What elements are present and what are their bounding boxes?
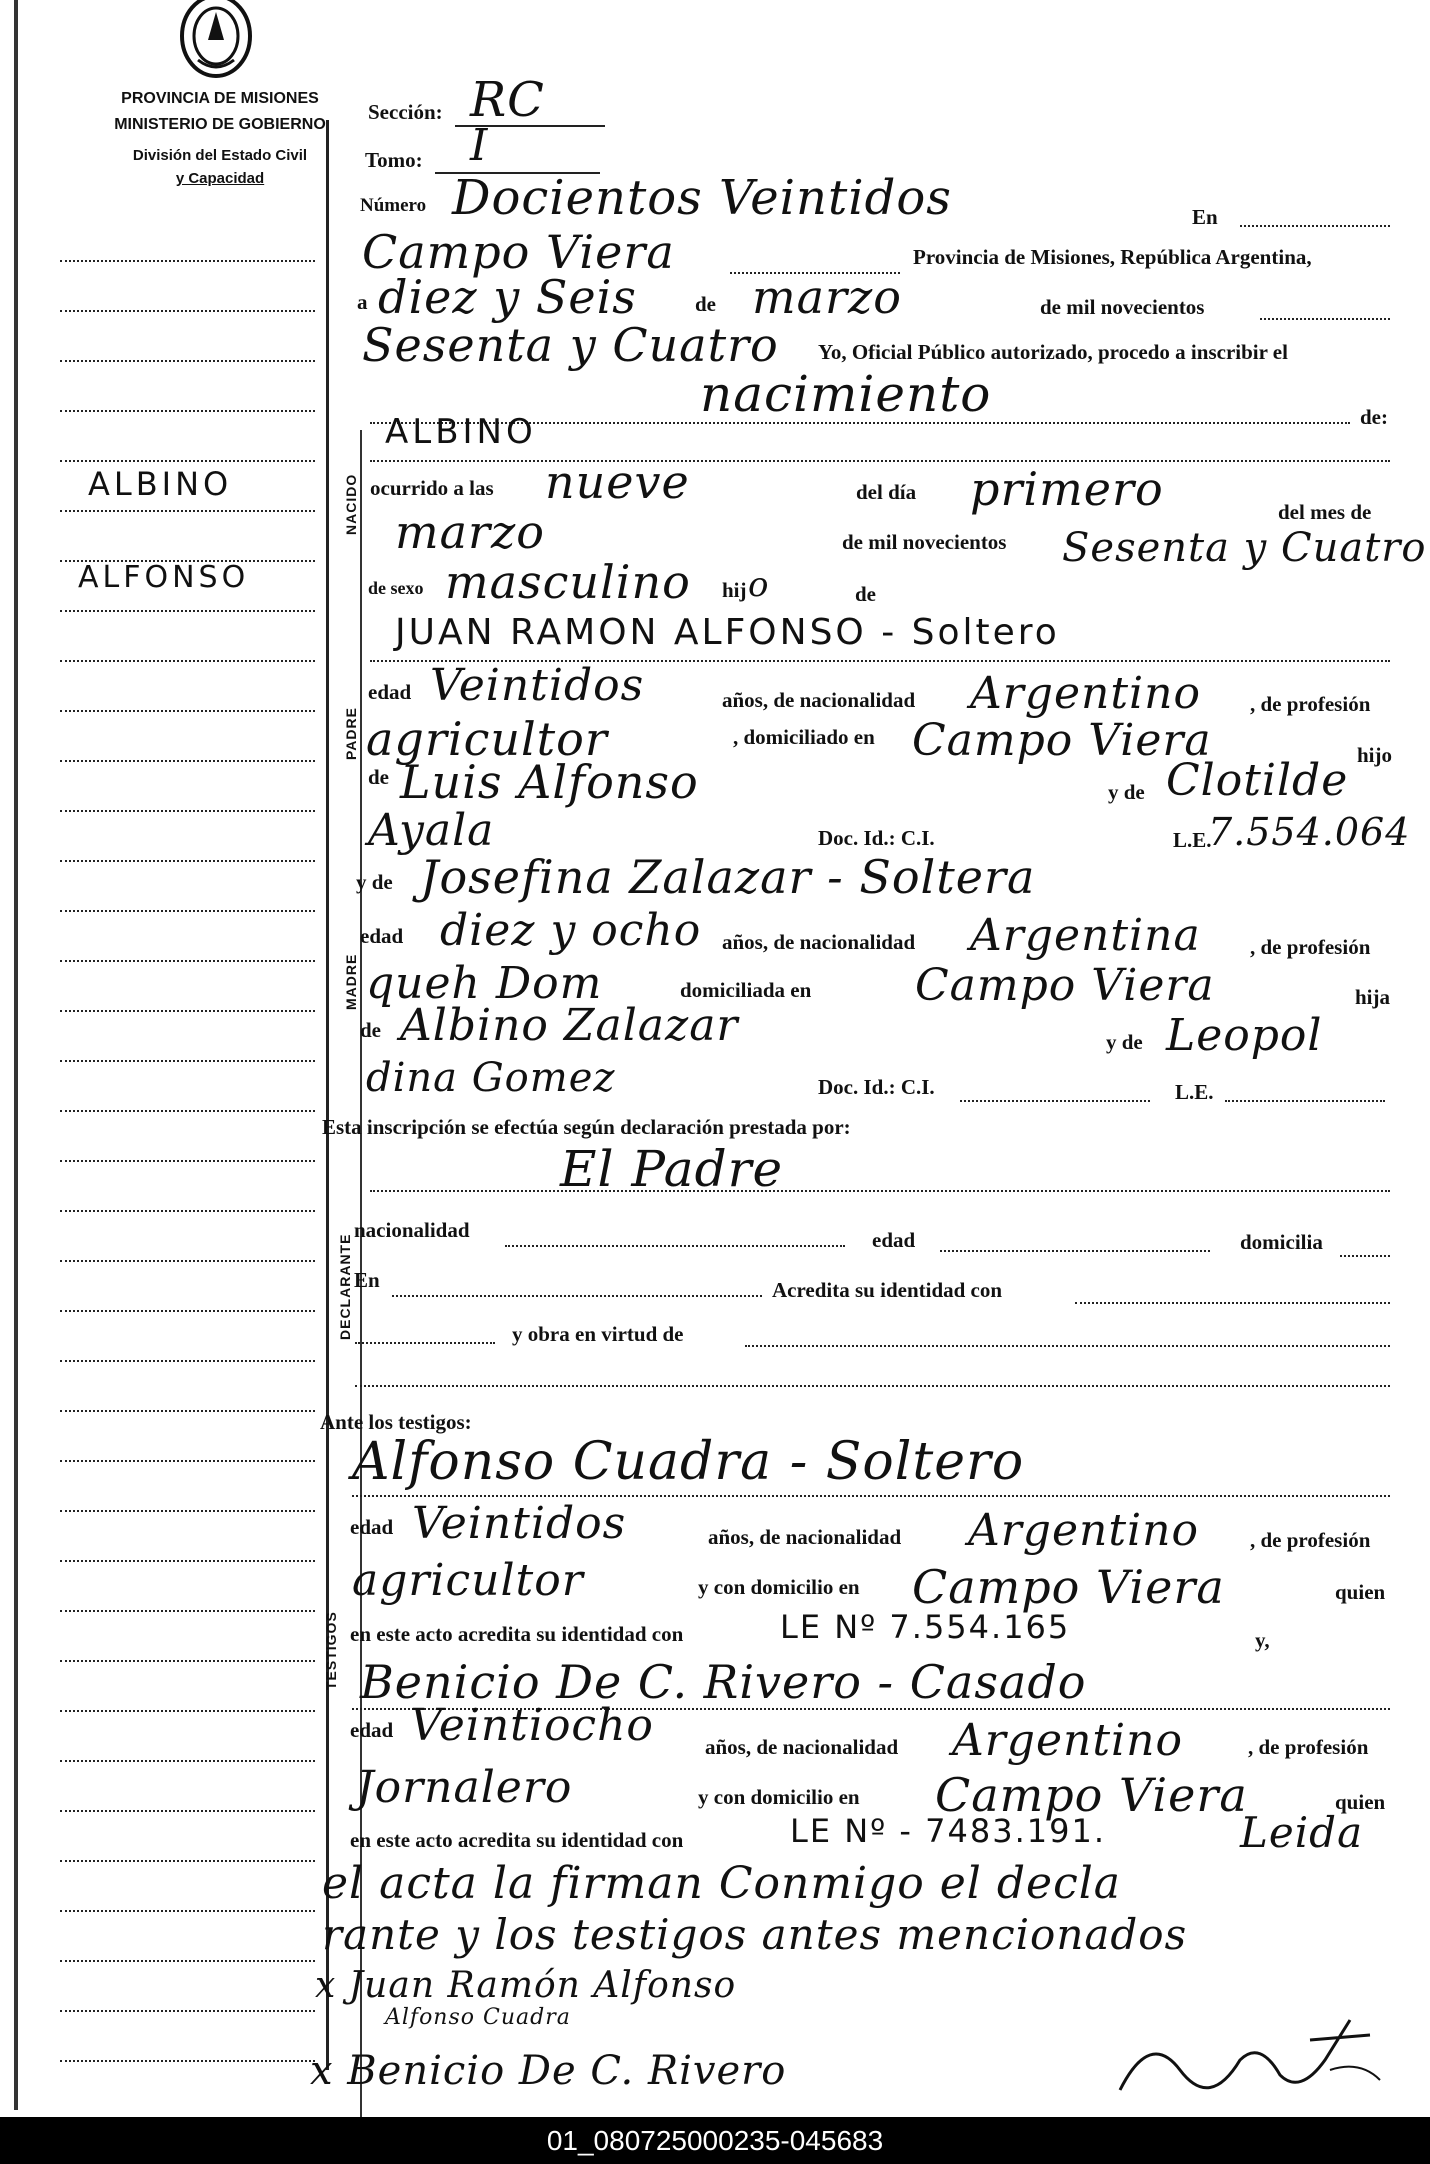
label-de-mes: de (695, 292, 716, 316)
side-label-padre: PADRE (343, 707, 359, 760)
value-numero: Docientos Veintidos (452, 170, 952, 226)
padre-padre: Luis Alfonso (400, 755, 699, 809)
testigo2-domicilio: Campo Viera (935, 1768, 1248, 1822)
label-ocurrido: ocurrido a las (370, 476, 494, 500)
value-seccion: RC (470, 72, 545, 128)
label-hijo: hijo (1357, 743, 1393, 767)
label-yo-oficial: Yo, Oficial Público autorizado, procedo a inscribir el (818, 340, 1288, 364)
label-madre-doc: Doc. Id.: C.I. (818, 1075, 935, 1099)
margin-note-first-name: ALBINO (88, 465, 233, 503)
margin-line (60, 1110, 315, 1112)
testigo1-nombre: Alfonso Cuadra - Soltero (352, 1432, 1025, 1492)
label-padre-y-de: y de (1108, 780, 1145, 804)
rule (392, 1295, 762, 1297)
margin-line (60, 860, 315, 862)
label-acredita: Acredita su identidad con (772, 1278, 1003, 1302)
label-t2-acto: en este acto acredita su identidad con (350, 1828, 684, 1852)
label-hij: hij (722, 578, 747, 602)
value-tomo: I (470, 120, 489, 171)
margin-line (60, 1010, 315, 1012)
margin-line (60, 1760, 315, 1762)
label-padre-prof: , de profesión (1250, 692, 1371, 716)
label-ante-testigos: Ante los testigos: (320, 1410, 472, 1434)
margin-line (60, 1360, 315, 1362)
padre-nombre: JUAN RAMON ALFONSO - Soltero (395, 612, 1060, 653)
label-provincia: Provincia de Misiones, República Argentina, (913, 245, 1312, 269)
value-mes: marzo (752, 270, 902, 324)
label-de-padre: de (855, 582, 876, 606)
rule (745, 1345, 1390, 1347)
label-t1-prof: , de profesión (1250, 1528, 1371, 1552)
declarante-nombre: El Padre (560, 1140, 784, 1198)
padre-madre-1: Clotilde (1166, 755, 1349, 806)
margin-line (60, 1610, 315, 1612)
value-dia-nac: primero (970, 462, 1164, 516)
label-t1-acto: en este acto acredita su identidad con (350, 1622, 684, 1646)
margin-line (60, 1710, 315, 1712)
testigo1-nacionalidad: Argentino (968, 1505, 1199, 1556)
madre-madre-1: Leopol (1166, 1010, 1323, 1061)
testigo1-doc: LE Nº 7.554.165 (780, 1608, 1071, 1646)
madre-padre: Albino Zalazar (400, 1000, 739, 1051)
label-del-mes-de: del mes de (1278, 500, 1372, 524)
rule (370, 1190, 1390, 1192)
label-nacionalidad: nacionalidad (354, 1218, 470, 1242)
rule (1260, 318, 1390, 320)
label-madre-le: L.E. (1175, 1080, 1214, 1104)
file-id-footer: 01_080725000235-045683 (0, 2117, 1430, 2164)
rule (1225, 1100, 1385, 1102)
label-t1-edad: edad (350, 1515, 394, 1539)
value-nombre: ALBINO (385, 412, 537, 452)
side-label-nacido: NACIDO (343, 473, 359, 535)
value-mes-nac: marzo (395, 505, 545, 559)
label-en-decl: En (354, 1268, 380, 1292)
left-column-border (326, 120, 329, 2070)
label-numero: Número (360, 195, 427, 216)
testigo2-nacionalidad: Argentino (952, 1715, 1183, 1766)
value-anio-nac: Sesenta y Cuatro (1062, 525, 1427, 571)
label-t2-quien: quien (1335, 1790, 1386, 1814)
margin-line (60, 2010, 315, 2012)
margin-line (60, 1810, 315, 1812)
label-padre-de: de (368, 765, 389, 789)
margin-line (60, 1160, 315, 1162)
rule (352, 1495, 1390, 1497)
side-label-testigos: TESTIGOS (323, 1611, 339, 1690)
label-obra: y obra en virtud de (512, 1322, 684, 1346)
signature-testigo1: Alfonso Cuadra (385, 2005, 571, 2030)
margin-line (60, 1910, 315, 1912)
label-de-sexo: de sexo (368, 578, 424, 598)
value-anio: Sesenta y Cuatro (362, 318, 779, 372)
coat-of-arms-emblem (178, 0, 254, 85)
margin-line (60, 1060, 315, 1062)
side-label-declarante: DECLARANTE (337, 1233, 353, 1340)
margin-line (60, 2060, 315, 2062)
value-dia: diez y Seis (378, 270, 637, 324)
value-sexo: masculino (445, 555, 691, 609)
testigo1-profesion: agricultor (352, 1555, 584, 1606)
rule (370, 460, 1390, 462)
rule (960, 1100, 1150, 1102)
document-left-edge (14, 0, 18, 2110)
label-de-colon: de: (1360, 405, 1388, 429)
margin-line (60, 1860, 315, 1862)
margin-line (60, 810, 315, 812)
label-madre-prof: , de profesión (1250, 935, 1371, 959)
label-t2-dom: y con domicilio en (698, 1785, 860, 1809)
label-madre-nac: años, de nacionalidad (722, 930, 916, 954)
testigo2-profesion: Jornalero (356, 1762, 573, 1813)
margin-line (60, 1410, 315, 1412)
testigo1-domicilio: Campo Viera (912, 1560, 1225, 1614)
madre-nombre: Josefina Zalazar - Soltera (420, 850, 1036, 904)
label-padre-le: L.E. (1173, 828, 1212, 852)
margin-line (60, 910, 315, 912)
label-t1-nac: años, de nacionalidad (708, 1525, 902, 1549)
margin-line (60, 1660, 315, 1662)
label-t2-prof: , de profesión (1248, 1735, 1369, 1759)
margin-line (60, 1260, 315, 1262)
label-padre-doc: Doc. Id.: C.I. (818, 826, 935, 850)
label-t1-y: y, (1255, 1628, 1270, 1652)
header-province: PROVINCIA DE MISIONES (121, 90, 319, 107)
madre-madre-2: dina Gomez (366, 1055, 616, 1101)
margin-line (60, 1460, 315, 1462)
rule (1240, 225, 1390, 227)
closing-line2: el acta la firman Conmigo el decla (322, 1858, 1122, 1909)
closing-line1: Leida (1240, 1808, 1364, 1857)
margin-line (60, 760, 315, 762)
label-seccion: Sección: (368, 100, 443, 124)
label-de-mil-nov: de mil novecientos (842, 530, 1007, 554)
madre-edad: diez y ocho (440, 905, 702, 956)
label-de-mil: de mil novecientos (1040, 295, 1205, 319)
margin-line (60, 460, 315, 462)
label-en: En (1192, 205, 1218, 229)
margin-line (60, 1210, 315, 1212)
margin-line (60, 1310, 315, 1312)
label-padre-edad: edad (368, 680, 412, 704)
label-madre-edad: edad (360, 924, 404, 948)
margin-line (60, 1560, 315, 1562)
madre-nacionalidad: Argentina (970, 910, 1201, 961)
label-domicilia: domicilia (1240, 1230, 1323, 1254)
margin-line (60, 360, 315, 362)
rule (1075, 1302, 1390, 1304)
padre-nacionalidad: Argentino (970, 668, 1201, 719)
value-hora: nueve (545, 455, 690, 509)
label-madre-y-de: y de (356, 870, 393, 894)
rule (355, 1342, 495, 1344)
margin-line (60, 410, 315, 412)
testigo2-edad: Veintiocho (410, 1700, 654, 1751)
label-t1-dom: y con domicilio en (698, 1575, 860, 1599)
rule (505, 1245, 845, 1247)
label-a: a (357, 290, 368, 314)
value-hij-suffix: o (748, 565, 770, 605)
margin-line (60, 610, 315, 612)
value-lugar: Campo Viera (362, 225, 675, 279)
label-inscripcion: Esta inscripción se efectúa según declaración prestada por: (322, 1115, 851, 1139)
header-division: División del Estado Civil (132, 147, 308, 164)
margin-line (60, 960, 315, 962)
value-acto: nacimiento (700, 365, 992, 423)
padre-madre-2: Ayala (368, 805, 495, 856)
testigo1-edad: Veintidos (412, 1498, 627, 1549)
margin-line (60, 510, 315, 512)
padre-le: 7.554.064 (1208, 810, 1411, 854)
label-edad-decl: edad (872, 1228, 916, 1252)
padre-edad: Veintidos (430, 660, 645, 711)
madre-profesion: queh Dom (366, 958, 603, 1009)
label-madre-de: de (360, 1018, 381, 1042)
header-capacidad: y Capacidad (175, 170, 265, 187)
margin-line (60, 1960, 315, 1962)
label-t2-edad: edad (350, 1718, 394, 1742)
label-madre-y-de2: y de (1106, 1030, 1143, 1054)
label-t2-nac: años, de nacionalidad (705, 1735, 899, 1759)
madre-domicilio: Campo Viera (915, 960, 1215, 1011)
header-ministry: MINISTERIO DE GOBIERNO (114, 116, 326, 133)
margin-line (60, 260, 315, 262)
margin-line (60, 660, 315, 662)
rule (940, 1250, 1210, 1252)
rule (355, 1385, 1390, 1387)
signature-officer (1110, 2000, 1390, 2115)
signature-padre: x Juan Ramón Alfonso (315, 1965, 737, 2006)
margin-note-surname: ALFONSO (78, 560, 250, 595)
label-tomo: Tomo: (365, 148, 423, 172)
label-del-dia: del día (856, 480, 917, 504)
margin-line (60, 1510, 315, 1512)
padre-profesion: agricultor (366, 712, 608, 766)
margin-line (60, 310, 315, 312)
side-label-madre: MADRE (343, 953, 359, 1010)
margin-line (60, 710, 315, 712)
label-padre-nac: años, de nacionalidad (722, 688, 916, 712)
signature-testigo2: x Benicio De C. Rivero (310, 2048, 787, 2094)
rule (1340, 1255, 1390, 1257)
closing-line3: rante y los testigos antes mencionados (322, 1910, 1188, 1959)
testigo2-nombre: Benicio De C. Rivero - Casado (360, 1655, 1087, 1709)
label-t1-quien: quien (1335, 1580, 1386, 1604)
testigo2-doc: LE Nº - 7483.191. (790, 1812, 1106, 1850)
label-madre-dom: domiciliada en (680, 978, 812, 1002)
label-padre-dom: , domiciliado en (733, 725, 875, 749)
padre-domicilio: Campo Viera (912, 715, 1212, 766)
label-hija: hija (1355, 985, 1391, 1009)
